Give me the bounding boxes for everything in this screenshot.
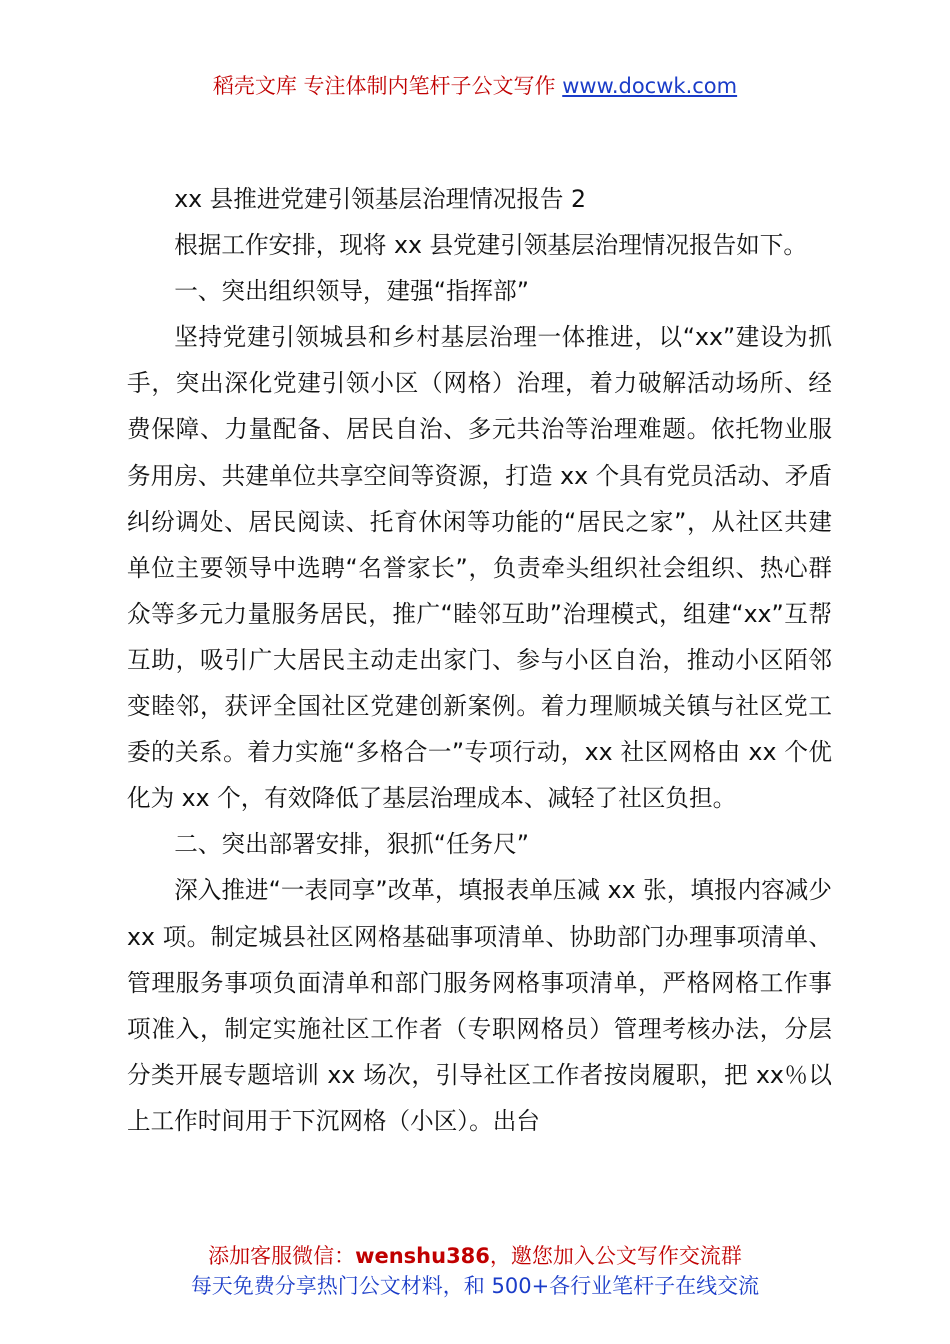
document-title: xx 县推进党建引领基层治理情况报告 2 — [174, 185, 587, 213]
page-footer — [0, 1241, 950, 1301]
section-2-paragraph: 深入推进“一表同享”改革，填报表单压减 xx 张，填报内容减少 xx 项。制定城县社区网格基础事项清单、协助部门办理事项清单、管理服务事项负面清单和部门服务网格事项清单，严格网格工作事项准入，制定实施社区工作者（专职网格员）管理考核办法，分层分类开展专题培训 xx 场次，引导社区工作者按岗履职，把 xx％以上工作时间用于下沉网格（小区）。出台 — [127, 876, 832, 1135]
document-intro: 根据工作安排，现将 xx 县党建引领基层治理情况报告如下。 — [174, 231, 807, 260]
footer-wechat-line — [0, 1241, 950, 1271]
header-brand: 稻壳文库 专注体制内笔杆子公文写作 — [212, 74, 563, 98]
footer-wechat-suffix: ，邀您加入公文写作交流群 — [489, 1244, 742, 1268]
page-header — [0, 70, 950, 100]
section-1-paragraph: 坚持党建引领城县和乡村基层治理一体推进，以“xx”建设为抓手，突出深化党建引领小区（网格）治理，着力破解活动场所、经费保障、力量配备、居民自治、多元共治等治理难题。依托物业服务用房、共建单位共享空间等资源，打造 xx 个具有党员活动、矛盾纠纷调处、居民阅读、托育休闲等功能的“居民之家”，从社区共建单位主要领导中选聘“名誉家长”，负责牵头组织社会组织、热心群众等多元力量服务居民，推广“睦邻互助”治理模式，组建“xx”互帮互助，吸引广大居民主动走出家门、参与小区自治，推动小区陌邻变睦邻，获评全国社区党建创新案例。着力理顺城关镇与社区党工委的关系。着力实施“多格合一”专项行动，xx 社区网格由 xx 个优化为 xx 个，有效降低了基层治理成本、减轻了社区负担。 — [127, 323, 832, 813]
document-body — [127, 176, 832, 1144]
section-1-heading: 一、突出组织领导，建强“指挥部” — [174, 277, 529, 306]
footer-promo-line: 每天免费分享热门公文材料，和 500+各行业笔杆子在线交流 — [190, 1274, 760, 1298]
footer-wechat-prefix: 添加客服微信： — [208, 1244, 356, 1268]
footer-wechat-id: wenshu386 — [355, 1244, 490, 1268]
section-2-heading: 二、突出部署安排，狠抓“任务尺” — [174, 830, 529, 859]
header-url-link[interactable]: www.docwk.com — [562, 74, 738, 98]
